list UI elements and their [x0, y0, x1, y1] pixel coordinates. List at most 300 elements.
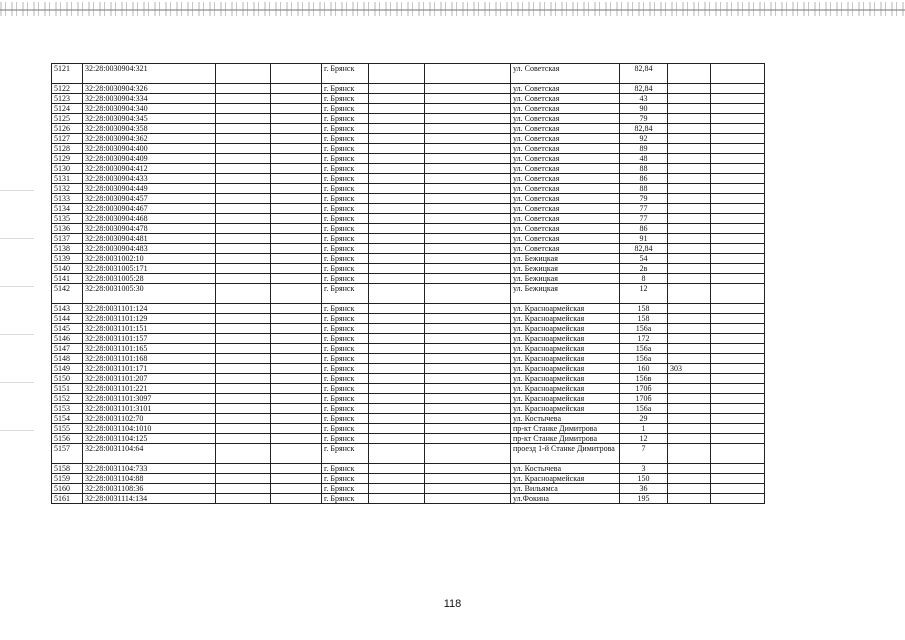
- row-number-cell: 5139: [52, 254, 83, 264]
- city-cell: г. Брянск: [322, 264, 369, 274]
- city-cell: г. Брянск: [322, 84, 369, 94]
- empty-cell: [425, 314, 511, 324]
- extra-number-cell: [668, 474, 711, 484]
- cadastral-number-cell: 32:28:0030904:362: [83, 134, 216, 144]
- empty-cell: [216, 484, 271, 494]
- empty-cell: [369, 484, 425, 494]
- city-cell: г. Брянск: [322, 204, 369, 214]
- cadastral-number-cell: 32:28:0030904:457: [83, 194, 216, 204]
- street-cell: ул. Бежицкая: [511, 254, 620, 264]
- empty-cell: [216, 174, 271, 184]
- street-cell: ул. Костычева: [511, 414, 620, 424]
- house-number-cell: 172: [620, 334, 668, 344]
- cadastral-number-cell: 32:28:0030904:334: [83, 94, 216, 104]
- street-cell: пр-кт Станке Димитрова: [511, 434, 620, 444]
- empty-cell: [271, 444, 322, 464]
- empty-cell: [271, 204, 322, 214]
- cadastral-number-cell: 32:28:0030904:345: [83, 114, 216, 124]
- table-row: [52, 494, 765, 504]
- empty-cell: [271, 274, 322, 284]
- extra-number-cell: [668, 214, 711, 224]
- empty-cell: [425, 84, 511, 94]
- row-number-cell: 5160: [52, 484, 83, 494]
- row-number-cell: 5136: [52, 224, 83, 234]
- street-cell: ул. Советская: [511, 154, 620, 164]
- empty-cell: [711, 104, 765, 114]
- row-number-cell: 5128: [52, 144, 83, 154]
- cadastral-number-cell: 32:28:0031101:124: [83, 304, 216, 314]
- empty-cell: [216, 304, 271, 314]
- cadastral-number-cell: 32:28:0031114:134: [83, 494, 216, 504]
- empty-cell: [216, 404, 271, 414]
- cadastral-number-cell: 32:28:0031005:171: [83, 264, 216, 274]
- house-number-cell: 160: [620, 364, 668, 374]
- empty-cell: [425, 354, 511, 364]
- house-number-cell: 156в: [620, 374, 668, 384]
- empty-cell: [425, 334, 511, 344]
- row-number-cell: 5129: [52, 154, 83, 164]
- street-cell: ул. Советская: [511, 124, 620, 134]
- empty-cell: [271, 214, 322, 224]
- empty-cell: [369, 474, 425, 484]
- empty-cell: [711, 414, 765, 424]
- house-number-cell: 82,84: [620, 84, 668, 94]
- row-number-cell: 5144: [52, 314, 83, 324]
- empty-cell: [369, 344, 425, 354]
- extra-number-cell: [668, 354, 711, 364]
- empty-cell: [369, 164, 425, 174]
- extra-number-cell: [668, 164, 711, 174]
- street-cell: ул. Красноармейская: [511, 314, 620, 324]
- table-row: [52, 64, 765, 84]
- empty-cell: [425, 304, 511, 314]
- extra-number-cell: [668, 204, 711, 214]
- empty-cell: [271, 124, 322, 134]
- empty-cell: [216, 124, 271, 134]
- table-row: [52, 474, 765, 484]
- empty-cell: [369, 234, 425, 244]
- row-number-cell: 5137: [52, 234, 83, 244]
- city-cell: г. Брянск: [322, 174, 369, 184]
- cadastral-number-cell: 32:28:0031108:36: [83, 484, 216, 494]
- empty-cell: [216, 84, 271, 94]
- cadastral-number-cell: 32:28:0030904:468: [83, 214, 216, 224]
- house-number-cell: 79: [620, 114, 668, 124]
- street-cell: ул. Советская: [511, 184, 620, 194]
- empty-cell: [271, 284, 322, 304]
- empty-cell: [425, 414, 511, 424]
- row-number-cell: 5147: [52, 344, 83, 354]
- empty-cell: [271, 374, 322, 384]
- empty-cell: [216, 254, 271, 264]
- empty-cell: [369, 494, 425, 504]
- empty-cell: [216, 184, 271, 194]
- city-cell: г. Брянск: [322, 144, 369, 154]
- street-cell: ул. Костычева: [511, 464, 620, 474]
- city-cell: г. Брянск: [322, 64, 369, 84]
- row-number-cell: 5158: [52, 464, 83, 474]
- table-row: [52, 384, 765, 394]
- house-number-cell: 77: [620, 214, 668, 224]
- house-number-cell: 7: [620, 444, 668, 464]
- city-cell: г. Брянск: [322, 254, 369, 264]
- street-cell: ул. Красноармейская: [511, 474, 620, 484]
- city-cell: г. Брянск: [322, 424, 369, 434]
- empty-cell: [711, 174, 765, 184]
- house-number-cell: 86: [620, 224, 668, 234]
- house-number-cell: 170б: [620, 384, 668, 394]
- cadastral-number-cell: 32:28:0031101:165: [83, 344, 216, 354]
- extra-number-cell: [668, 114, 711, 124]
- empty-cell: [711, 444, 765, 464]
- row-number-cell: 5143: [52, 304, 83, 314]
- cadastral-number-cell: 32:28:0030904:400: [83, 144, 216, 154]
- row-number-cell: 5131: [52, 174, 83, 184]
- empty-cell: [711, 134, 765, 144]
- house-number-cell: 77: [620, 204, 668, 214]
- extra-number-cell: [668, 144, 711, 154]
- empty-cell: [216, 194, 271, 204]
- empty-cell: [271, 474, 322, 484]
- cadastral-number-cell: 32:28:0030904:483: [83, 244, 216, 254]
- empty-cell: [711, 484, 765, 494]
- row-number-cell: 5138: [52, 244, 83, 254]
- empty-cell: [271, 414, 322, 424]
- city-cell: г. Брянск: [322, 234, 369, 244]
- empty-cell: [425, 214, 511, 224]
- empty-cell: [425, 374, 511, 384]
- row-number-cell: 5151: [52, 384, 83, 394]
- empty-cell: [216, 414, 271, 424]
- empty-cell: [711, 404, 765, 414]
- house-number-cell: 43: [620, 94, 668, 104]
- empty-cell: [369, 464, 425, 474]
- table-row: [52, 404, 765, 414]
- house-number-cell: 29: [620, 414, 668, 424]
- street-cell: ул. Красноармейская: [511, 374, 620, 384]
- table-row: [52, 274, 765, 284]
- street-cell: ул. Бежицкая: [511, 264, 620, 274]
- empty-cell: [425, 324, 511, 334]
- empty-cell: [369, 84, 425, 94]
- table-row: [52, 444, 765, 464]
- empty-cell: [425, 64, 511, 84]
- cadastral-number-cell: 32:28:0030904:321: [83, 64, 216, 84]
- table-row: [52, 204, 765, 214]
- empty-cell: [711, 384, 765, 394]
- extra-number-cell: [668, 194, 711, 204]
- empty-cell: [216, 394, 271, 404]
- empty-cell: [216, 314, 271, 324]
- house-number-cell: 82,84: [620, 64, 668, 84]
- city-cell: г. Брянск: [322, 114, 369, 124]
- city-cell: г. Брянск: [322, 304, 369, 314]
- city-cell: г. Брянск: [322, 274, 369, 284]
- empty-cell: [425, 234, 511, 244]
- extra-number-cell: 303: [668, 364, 711, 374]
- empty-cell: [425, 424, 511, 434]
- table-row: [52, 124, 765, 134]
- table-row: [52, 154, 765, 164]
- cadastral-number-cell: 32:28:0031104:64: [83, 444, 216, 464]
- city-cell: г. Брянск: [322, 314, 369, 324]
- cadastral-number-cell: 32:28:0031101:168: [83, 354, 216, 364]
- city-cell: г. Брянск: [322, 494, 369, 504]
- row-number-cell: 5146: [52, 334, 83, 344]
- street-cell: ул. Советская: [511, 84, 620, 94]
- extra-number-cell: [668, 244, 711, 254]
- empty-cell: [216, 424, 271, 434]
- empty-cell: [369, 104, 425, 114]
- cadastral-number-cell: 32:28:0031101:171: [83, 364, 216, 374]
- extra-number-cell: [668, 224, 711, 234]
- cadastral-number-cell: 32:28:0031101:157: [83, 334, 216, 344]
- city-cell: г. Брянск: [322, 414, 369, 424]
- table-row: [52, 84, 765, 94]
- row-number-cell: 5152: [52, 394, 83, 404]
- empty-cell: [425, 484, 511, 494]
- empty-cell: [216, 244, 271, 254]
- cadastral-number-cell: 32:28:0030904:478: [83, 224, 216, 234]
- empty-cell: [271, 144, 322, 154]
- empty-cell: [711, 204, 765, 214]
- cadastral-number-cell: 32:28:0030904:412: [83, 164, 216, 174]
- empty-cell: [369, 274, 425, 284]
- street-cell: ул. Советская: [511, 204, 620, 214]
- empty-cell: [216, 364, 271, 374]
- empty-cell: [271, 314, 322, 324]
- city-cell: г. Брянск: [322, 324, 369, 334]
- city-cell: г. Брянск: [322, 284, 369, 304]
- empty-cell: [711, 474, 765, 484]
- row-number-cell: 5157: [52, 444, 83, 464]
- row-number-cell: 5142: [52, 284, 83, 304]
- row-number-cell: 5122: [52, 84, 83, 94]
- row-number-cell: 5159: [52, 474, 83, 484]
- street-cell: ул. Красноармейская: [511, 304, 620, 314]
- empty-cell: [425, 154, 511, 164]
- empty-cell: [425, 104, 511, 114]
- extra-number-cell: [668, 274, 711, 284]
- cadastral-number-cell: 32:28:0030904:409: [83, 154, 216, 164]
- empty-cell: [369, 314, 425, 324]
- table-row: [52, 254, 765, 264]
- cadastral-number-cell: 32:28:0031104:88: [83, 474, 216, 484]
- table-row: [52, 114, 765, 124]
- table-row: [52, 284, 765, 304]
- house-number-cell: 79: [620, 194, 668, 204]
- extra-number-cell: [668, 324, 711, 334]
- empty-cell: [369, 214, 425, 224]
- empty-cell: [369, 374, 425, 384]
- house-number-cell: 36: [620, 484, 668, 494]
- street-cell: ул. Красноармейская: [511, 404, 620, 414]
- empty-cell: [271, 324, 322, 334]
- row-number-cell: 5130: [52, 164, 83, 174]
- empty-cell: [425, 464, 511, 474]
- empty-cell: [216, 134, 271, 144]
- empty-cell: [425, 474, 511, 484]
- extra-number-cell: [668, 424, 711, 434]
- table-row: [52, 234, 765, 244]
- extra-number-cell: [668, 104, 711, 114]
- empty-cell: [369, 174, 425, 184]
- extra-number-cell: [668, 444, 711, 464]
- table-row: [52, 314, 765, 324]
- house-number-cell: 8: [620, 274, 668, 284]
- empty-cell: [216, 204, 271, 214]
- empty-cell: [711, 494, 765, 504]
- empty-cell: [216, 344, 271, 354]
- cadastral-number-cell: 32:28:0031101:221: [83, 384, 216, 394]
- extra-number-cell: [668, 484, 711, 494]
- extra-number-cell: [668, 404, 711, 414]
- city-cell: г. Брянск: [322, 134, 369, 144]
- empty-cell: [216, 474, 271, 484]
- empty-cell: [216, 374, 271, 384]
- empty-cell: [425, 274, 511, 284]
- row-number-cell: 5145: [52, 324, 83, 334]
- table-row: [52, 184, 765, 194]
- cadastral-number-cell: 32:28:0031002:10: [83, 254, 216, 264]
- cadastral-number-cell: 32:28:0031005:30: [83, 284, 216, 304]
- cadastral-number-cell: 32:28:0031101:151: [83, 324, 216, 334]
- empty-cell: [711, 264, 765, 274]
- empty-cell: [369, 284, 425, 304]
- table-row: [52, 214, 765, 224]
- house-number-cell: 12: [620, 284, 668, 304]
- cadastral-number-cell: 32:28:0030904:467: [83, 204, 216, 214]
- extra-number-cell: [668, 174, 711, 184]
- table-row: [52, 334, 765, 344]
- empty-cell: [711, 464, 765, 474]
- empty-cell: [711, 184, 765, 194]
- empty-cell: [369, 254, 425, 264]
- row-number-cell: 5121: [52, 64, 83, 84]
- empty-cell: [369, 354, 425, 364]
- city-cell: г. Брянск: [322, 244, 369, 254]
- table-row: [52, 134, 765, 144]
- empty-cell: [711, 344, 765, 354]
- empty-cell: [425, 494, 511, 504]
- empty-cell: [216, 274, 271, 284]
- empty-cell: [425, 174, 511, 184]
- house-number-cell: 2в: [620, 264, 668, 274]
- row-number-cell: 5148: [52, 354, 83, 364]
- empty-cell: [271, 164, 322, 174]
- empty-cell: [369, 394, 425, 404]
- city-cell: г. Брянск: [322, 484, 369, 494]
- table-row: [52, 244, 765, 254]
- empty-cell: [271, 304, 322, 314]
- street-cell: ул. Советская: [511, 144, 620, 154]
- table-row: [52, 194, 765, 204]
- empty-cell: [216, 434, 271, 444]
- street-cell: ул. Советская: [511, 234, 620, 244]
- empty-cell: [711, 124, 765, 134]
- cadastral-number-cell: 32:28:0030904:481: [83, 234, 216, 244]
- empty-cell: [711, 424, 765, 434]
- extra-number-cell: [668, 384, 711, 394]
- empty-cell: [216, 324, 271, 334]
- extra-number-cell: [668, 344, 711, 354]
- empty-cell: [369, 124, 425, 134]
- empty-cell: [711, 274, 765, 284]
- house-number-cell: 86: [620, 174, 668, 184]
- city-cell: г. Брянск: [322, 404, 369, 414]
- street-cell: ул. Советская: [511, 214, 620, 224]
- city-cell: г. Брянск: [322, 374, 369, 384]
- street-cell: ул. Советская: [511, 174, 620, 184]
- house-number-cell: 158: [620, 304, 668, 314]
- empty-cell: [216, 164, 271, 174]
- empty-cell: [425, 444, 511, 464]
- table-body: [52, 64, 765, 504]
- house-number-cell: 156а: [620, 404, 668, 414]
- empty-cell: [711, 324, 765, 334]
- table-row: [52, 174, 765, 184]
- extra-number-cell: [668, 134, 711, 144]
- empty-cell: [425, 204, 511, 214]
- empty-cell: [711, 84, 765, 94]
- empty-cell: [369, 134, 425, 144]
- empty-cell: [425, 264, 511, 274]
- row-number-cell: 5153: [52, 404, 83, 414]
- empty-cell: [369, 154, 425, 164]
- empty-cell: [271, 94, 322, 104]
- empty-cell: [271, 494, 322, 504]
- row-number-cell: 5126: [52, 124, 83, 134]
- house-number-cell: 89: [620, 144, 668, 154]
- cadastral-number-cell: 32:28:0031104:125: [83, 434, 216, 444]
- empty-cell: [425, 124, 511, 134]
- house-number-cell: 1: [620, 424, 668, 434]
- row-number-cell: 5125: [52, 114, 83, 124]
- empty-cell: [711, 114, 765, 124]
- street-cell: ул. Бежицкая: [511, 274, 620, 284]
- city-cell: г. Брянск: [322, 354, 369, 364]
- cadastral-number-cell: 32:28:0030904:433: [83, 174, 216, 184]
- empty-cell: [711, 224, 765, 234]
- row-number-cell: 5123: [52, 94, 83, 104]
- empty-cell: [711, 394, 765, 404]
- table-row: [52, 364, 765, 374]
- street-cell: ул. Красноармейская: [511, 384, 620, 394]
- house-number-cell: 92: [620, 134, 668, 144]
- street-cell: ул. Красноармейская: [511, 334, 620, 344]
- house-number-cell: 150: [620, 474, 668, 484]
- street-cell: ул. Красноармейская: [511, 354, 620, 364]
- cadastral-number-cell: 32:28:0031101:3097: [83, 394, 216, 404]
- city-cell: г. Брянск: [322, 444, 369, 464]
- empty-cell: [369, 304, 425, 314]
- cadastral-number-cell: 32:28:0030904:449: [83, 184, 216, 194]
- empty-cell: [216, 494, 271, 504]
- row-number-cell: 5141: [52, 274, 83, 284]
- row-number-cell: 5155: [52, 424, 83, 434]
- empty-cell: [216, 224, 271, 234]
- empty-cell: [425, 344, 511, 354]
- table-row: [52, 264, 765, 274]
- empty-cell: [425, 94, 511, 104]
- empty-cell: [216, 334, 271, 344]
- city-cell: г. Брянск: [322, 154, 369, 164]
- empty-cell: [216, 384, 271, 394]
- empty-cell: [369, 194, 425, 204]
- empty-cell: [271, 84, 322, 94]
- empty-cell: [711, 194, 765, 204]
- empty-cell: [369, 334, 425, 344]
